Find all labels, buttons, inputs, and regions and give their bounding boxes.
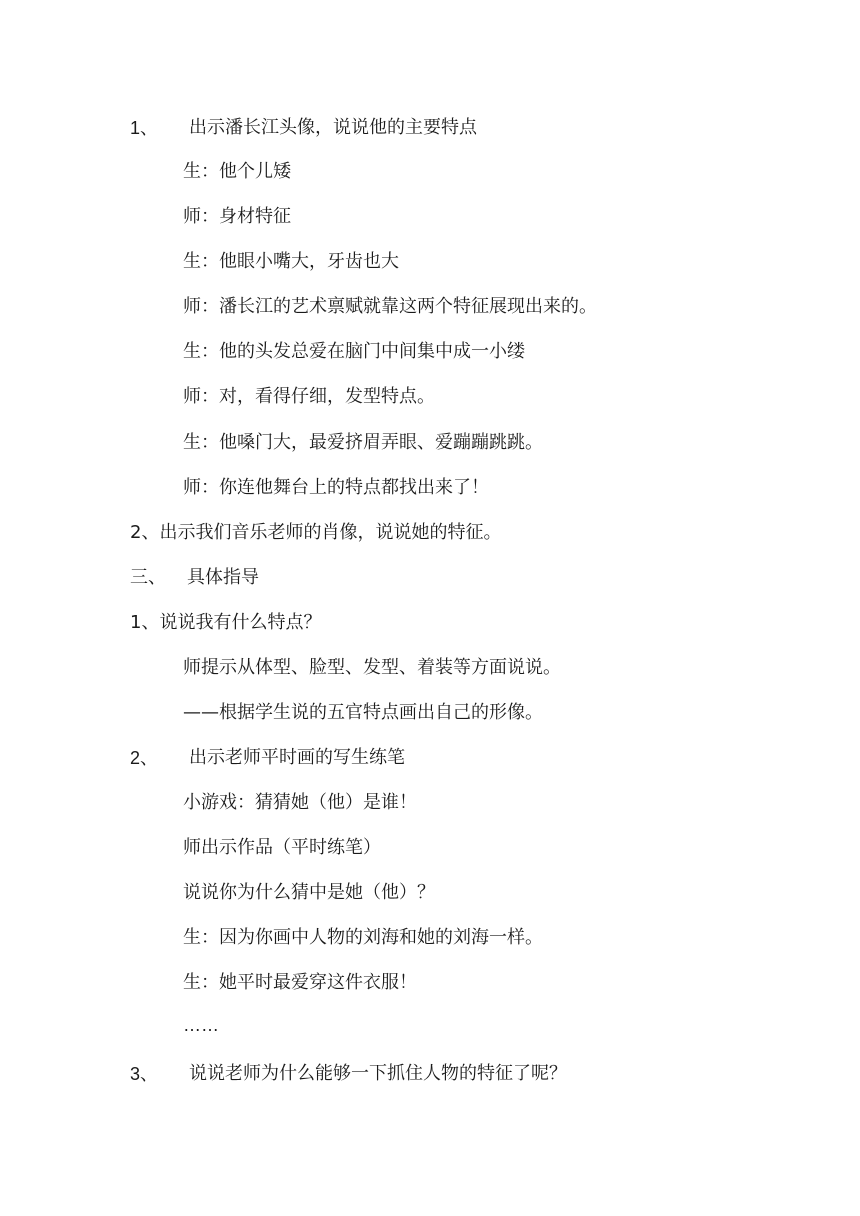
dialogue-text: 生：她平时最爱穿这件衣服！: [183, 972, 417, 993]
dialogue-text: ——根据学生说的五官特点画出自己的形像。: [183, 702, 543, 723]
dialogue-text: 师提示从体型、脸型、发型、着装等方面说说。: [183, 657, 561, 678]
dialogue-text: 小游戏：猜猜她（他）是谁！: [183, 792, 417, 813]
list-item-text: 1、说说我有什么特点？: [130, 612, 322, 633]
list-marker: 2、: [130, 748, 159, 768]
dialogue-text: 生：他的头发总爱在脑门中间集中成一小缕: [183, 341, 525, 362]
dialogue-text: 生：他个儿矮: [183, 161, 291, 182]
list-item-text: 出示老师平时画的写生练笔: [189, 747, 405, 768]
ellipsis-text: ……: [183, 1015, 219, 1035]
dialogue-text: 生：他嗓门大，最爱挤眉弄眼、爱蹦蹦跳跳。: [183, 432, 543, 453]
section-marker: 三、: [130, 567, 166, 588]
dialogue-text: 说说你为什么猜中是她（他）？: [183, 882, 435, 903]
list-marker: 3、: [130, 1064, 159, 1084]
list-item-text: 说说老师为什么能够一下抓住人物的特征了呢？: [189, 1063, 567, 1084]
section-title: 具体指导: [187, 567, 259, 588]
list-item-text: 出示潘长江头像，说说他的主要特点: [189, 117, 477, 138]
dialogue-text: 师：身材特征: [183, 206, 291, 227]
dialogue-text: 师：潘长江的艺术禀赋就靠这两个特征展现出来的。: [183, 296, 597, 317]
list-marker: 1、: [130, 118, 159, 138]
list-item-text: 2、出示我们音乐老师的肖像，说说她的特征。: [130, 522, 502, 543]
dialogue-text: 师：你连他舞台上的特点都找出来了！: [183, 477, 489, 498]
dialogue-text: 生：他眼小嘴大，牙齿也大: [183, 251, 399, 272]
dialogue-text: 师：对，看得仔细，发型特点。: [183, 386, 435, 407]
dialogue-text: 生：因为你画中人物的刘海和她的刘海一样。: [183, 927, 543, 948]
dialogue-text: 师出示作品（平时练笔）: [183, 837, 381, 858]
